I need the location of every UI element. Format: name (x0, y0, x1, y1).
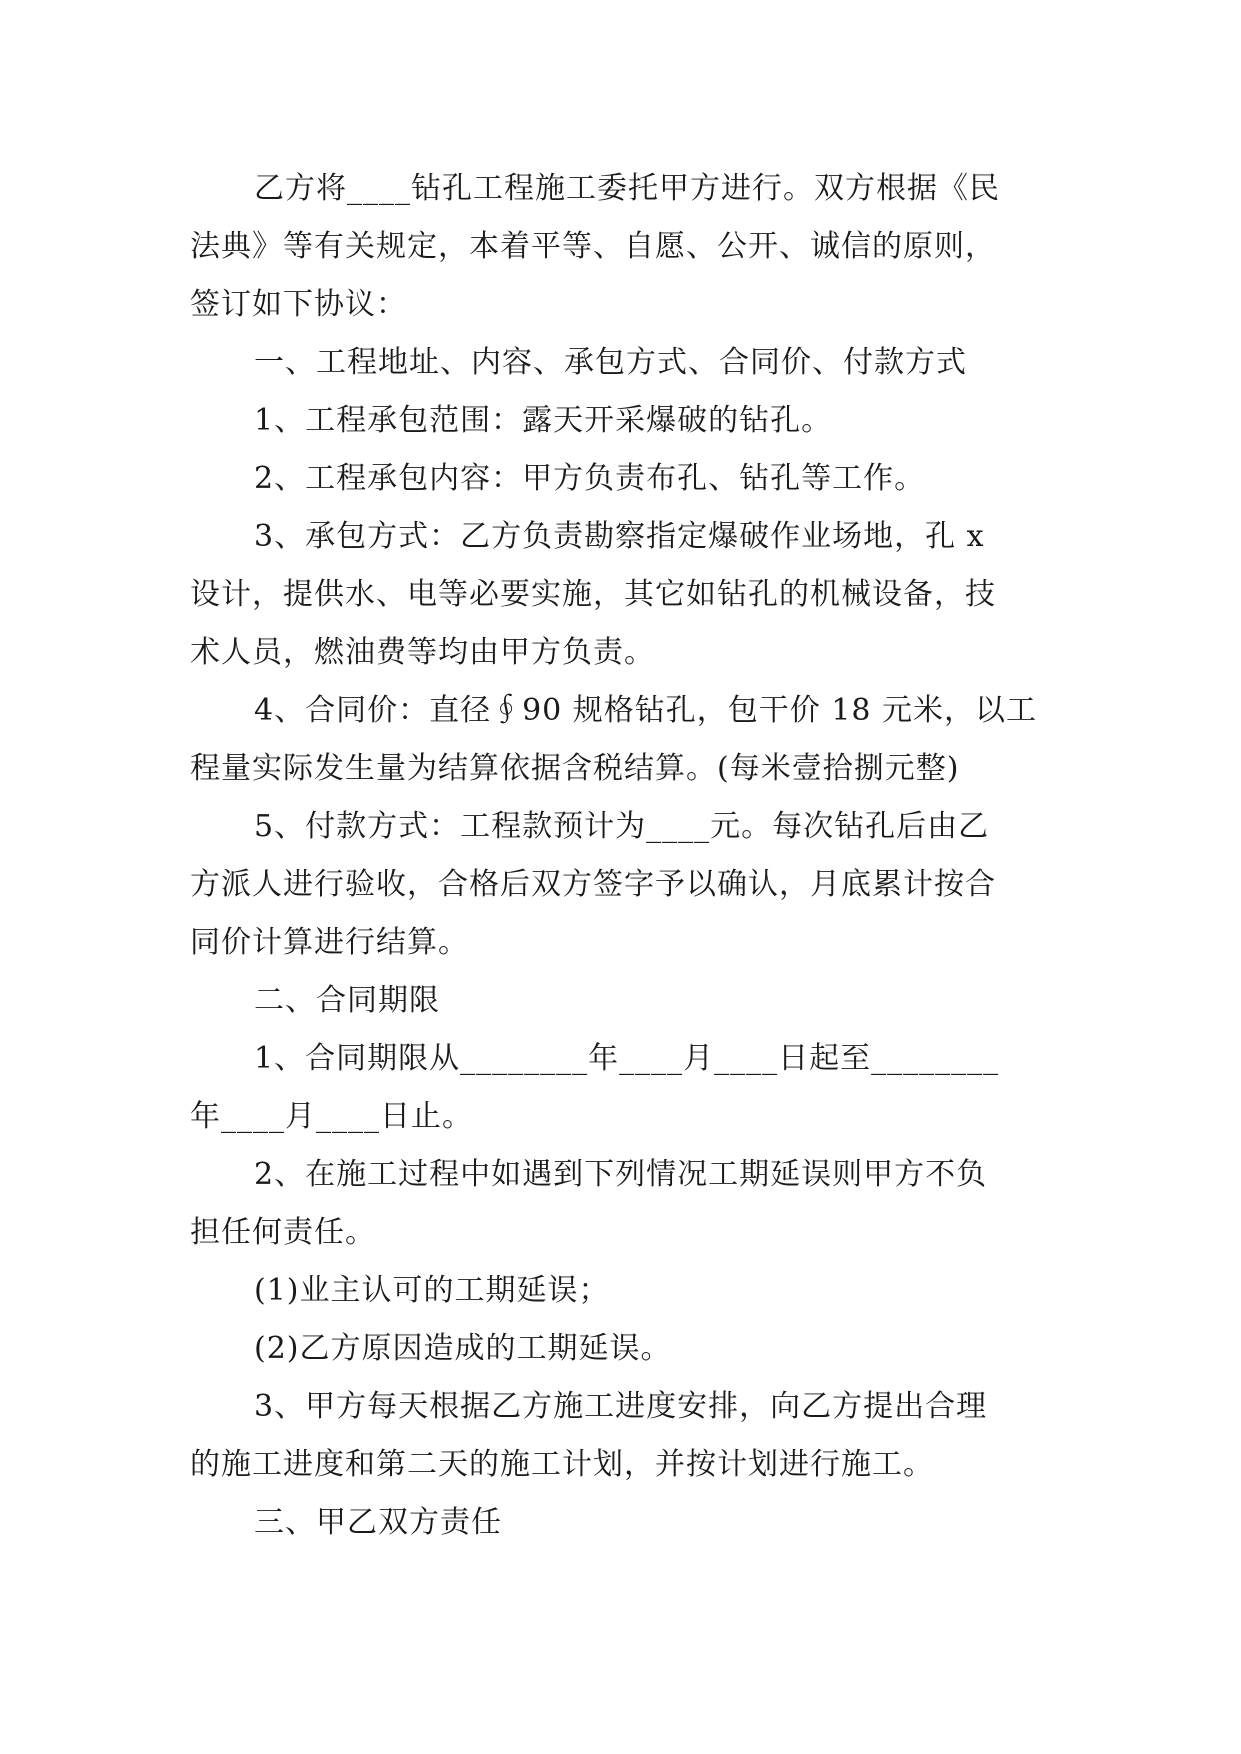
text-line: 3、甲方每天根据乙方施工进度安排，向乙方提出合理 (254, 1389, 988, 1424)
text-line: 术人员，燃油费等均由甲方负责。 (190, 635, 655, 670)
section-heading-1: 一、工程地址、内容、承包方式、合同价、付款方式 (254, 345, 967, 380)
text-line: 4、合同价：直径∮90 规格钻孔，包干价 18 元米，以工 (254, 693, 1038, 728)
text-line: (1)业主认可的工期延误； (254, 1273, 610, 1308)
text-line: 设计，提供水、电等必要实施，其它如钻孔的机械设备，技 (190, 577, 996, 612)
text-line: 同价计算进行结算。 (190, 925, 469, 960)
document-body (190, 160, 1060, 1552)
text-line: 3、承包方式：乙方负责勘察指定爆破作业场地，孔 x (254, 519, 985, 554)
text-line: 乙方将____钻孔工程施工委托甲方进行。双方根据《民 (254, 171, 1000, 206)
text-line: 1、工程承包范围：露天开采爆破的钻孔。 (254, 403, 833, 438)
text-line: (2)乙方原因造成的工期延误。 (254, 1331, 672, 1366)
text-line: 1、合同期限从________年____月____日起至________ (254, 1041, 1000, 1076)
text-line: 担任何责任。 (190, 1215, 376, 1250)
text-line: 法典》等有关规定，本着平等、自愿、公开、诚信的原则， (190, 229, 996, 264)
text-line: 2、工程承包内容：甲方负责布孔、钻孔等工作。 (254, 461, 926, 496)
section-heading-2: 二、合同期限 (254, 983, 440, 1018)
text-line: 5、付款方式：工程款预计为____元。每次钻孔后由乙 (254, 809, 990, 844)
text-line: 年____月____日止。 (190, 1099, 473, 1134)
text-line: 2、在施工过程中如遇到下列情况工期延误则甲方不负 (254, 1157, 988, 1192)
text-line: 签订如下协议： (190, 287, 407, 322)
text-line: 程量实际发生量为结算依据含税结算。(每米壹拾捌元整) (190, 751, 960, 786)
text-line: 方派人进行验收，合格后双方签字予以确认，月底累计按合 (190, 867, 996, 902)
section-heading-3: 三、甲乙双方责任 (254, 1505, 502, 1540)
text-line: 的施工进度和第二天的施工计划，并按计划进行施工。 (190, 1447, 934, 1482)
